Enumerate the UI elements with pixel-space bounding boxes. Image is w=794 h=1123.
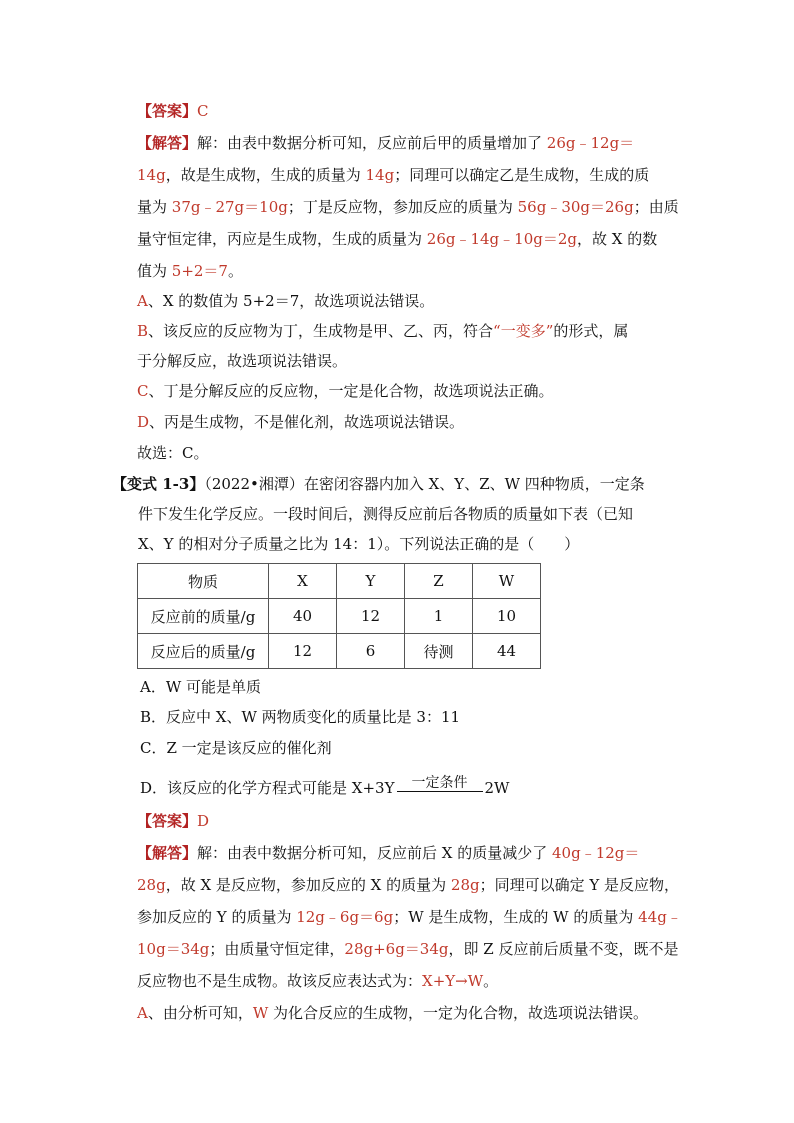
question-text: X、Y 的相对分子质量之比为 14：1）。下列说法正确的是（ ）: [138, 535, 580, 553]
option2-a: [137, 1002, 648, 1024]
option-letter: D: [137, 413, 150, 431]
highlight: X+Y→W: [422, 972, 484, 990]
solution1-line-3: [137, 196, 679, 218]
text: ；W 是生成物，生成的 W 的质量为: [393, 908, 639, 926]
question-label: 【变式 1-3】: [112, 475, 205, 493]
solution1-line-4: [137, 228, 657, 250]
table-cell: 物质: [138, 564, 269, 599]
option-letter: C: [137, 382, 149, 400]
text: 量守恒定律，丙应是生成物，生成的质量为: [137, 230, 427, 248]
text: 反应物也不是生成物。故该反应表达式为：: [137, 972, 423, 990]
choice-text: D．该反应的化学方程式可能是 X+3Y: [140, 779, 395, 797]
option-c: [137, 380, 554, 402]
text: ；丁是反应物，参加反应的质量为: [287, 198, 518, 216]
solution1-line-2: [137, 164, 649, 186]
text: ，故 X 是反应物，参加反应的 X 的质量为: [165, 876, 451, 894]
question-text: 件下发生化学反应。一段时间后，测得反应前后各物质的质量如下表（已知: [138, 505, 634, 523]
highlight: 14g: [137, 166, 166, 184]
choice-a: [140, 676, 261, 698]
solution2-line-5: [137, 970, 498, 992]
highlight: 14g: [365, 166, 395, 184]
solution2-line-3: [137, 906, 682, 928]
highlight: 28g: [137, 876, 166, 894]
solution2-line-2: [137, 874, 679, 896]
option-text: 、丙是生成物，不是催化剂，故选项说法错误。: [149, 413, 465, 431]
question-line-3: [138, 533, 579, 555]
final-answer: [137, 442, 208, 464]
text: ；由质量守恒定律，: [209, 940, 345, 958]
choice-text: 2W: [484, 779, 510, 797]
option-text: 于分解反应，故选项说法错误。: [137, 352, 348, 370]
answer-label: 【答案】: [137, 102, 198, 120]
option-text: 、该反应的反应物为丁，生成物是甲、乙、丙，符合: [148, 322, 494, 340]
table-row: [138, 599, 541, 634]
choice-b: [140, 706, 460, 728]
option-text: 、由分析可知，: [147, 1004, 253, 1022]
answer-label: 【答案】: [137, 812, 198, 830]
table-cell: 40: [269, 599, 337, 634]
text: ，故是生成物，生成的质量为: [165, 166, 366, 184]
text: ，即 Z 反应前后质量不变，既不是: [448, 940, 679, 958]
option-d: [137, 411, 464, 433]
highlight: 28g+6g＝34g: [344, 940, 449, 958]
highlight: 26g﹣14g﹣10g＝2g: [426, 230, 577, 248]
highlight: 26g﹣12g＝: [546, 134, 635, 152]
highlight: “一变多”: [493, 322, 554, 340]
solution-label: 【解答】: [137, 844, 198, 862]
mass-table: [137, 563, 541, 669]
option-text: 为化合反应的生成物，一定为化合物，故选项说法错误。: [268, 1004, 649, 1022]
question-line-2: [138, 503, 633, 525]
highlight: 28g: [450, 876, 480, 894]
text: 量为: [137, 198, 172, 216]
table-cell: 反应后的质量/g: [138, 634, 269, 669]
text: 参加反应的 Y 的质量为: [137, 908, 297, 926]
table-cell: 1: [405, 599, 473, 634]
text: 解：由表中数据分析可知，反应前后 X 的质量减少了: [197, 844, 553, 862]
table-cell: 待测: [405, 634, 473, 669]
choice-text: A．W 可能是单质: [140, 678, 262, 696]
option-letter: A: [137, 1004, 148, 1022]
answer-value: C: [197, 102, 209, 120]
option-b-cont: [137, 350, 347, 372]
highlight: 10g＝34g: [137, 940, 210, 958]
option-text: 、丁是分解反应的反应物，一定是化合物，故选项说法正确。: [148, 382, 554, 400]
highlight: 44g﹣: [638, 908, 682, 926]
table-cell: 12: [337, 599, 405, 634]
text: 解：由表中数据分析可知，反应前后甲的质量增加了: [197, 134, 547, 152]
option-letter: A: [137, 292, 148, 310]
solution2-line-1: [137, 842, 639, 864]
table-cell: 44: [473, 634, 541, 669]
table-cell: Z: [405, 564, 473, 599]
solution1-line-5: [137, 260, 243, 282]
solution1-line-1: [137, 132, 634, 154]
highlight: 56g﹣30g＝26g: [517, 198, 634, 216]
table-cell: 10: [473, 599, 541, 634]
text: 。: [483, 972, 499, 990]
text: 。: [227, 262, 243, 280]
answer-line-1: [137, 100, 209, 122]
choice-c: [140, 737, 332, 759]
text: ；同理可以确定乙是生成物，生成的质: [394, 166, 650, 184]
reaction-condition: 一定条件: [397, 775, 483, 792]
question-line-1: [112, 473, 645, 495]
highlight: 5+2＝7: [171, 262, 228, 280]
table-cell: Y: [337, 564, 405, 599]
choice-text: C．Z 一定是该反应的催化剂: [140, 739, 332, 757]
table-cell: 反应前的质量/g: [138, 599, 269, 634]
option-text: 的形式，属: [553, 322, 629, 340]
text: ，故 X 的数: [577, 230, 658, 248]
table-cell: 6: [337, 634, 405, 669]
choice-d: [140, 777, 509, 799]
table-cell: X: [269, 564, 337, 599]
text: ；由质: [633, 198, 679, 216]
table-cell: 12: [269, 634, 337, 669]
highlight: 12g﹣6g＝6g: [296, 908, 394, 926]
table-header-row: [138, 564, 541, 599]
highlight: 40g﹣12g＝: [552, 844, 640, 862]
option-b: [137, 320, 628, 342]
answer-value: D: [197, 812, 210, 830]
text: 值为: [137, 262, 172, 280]
final-text: 故选：C。: [137, 444, 209, 462]
table-cell: W: [473, 564, 541, 599]
choice-text: B．反应中 X、W 两物质变化的质量比是 3：11: [140, 708, 461, 726]
highlight: 37g﹣27g＝10g: [171, 198, 288, 216]
option-a: [137, 290, 434, 312]
option-letter: B: [137, 322, 149, 340]
text: ；同理可以确定 Y 是反应物，: [479, 876, 680, 894]
solution-label: 【解答】: [137, 134, 198, 152]
question-text: （2022•湘潭）在密闭容器内加入 X、Y、Z、W 四种物质，一定条: [204, 475, 645, 493]
option-text: 、X 的数值为 5+2＝7，故选项说法错误。: [147, 292, 435, 310]
highlight: W: [252, 1004, 269, 1022]
solution2-line-4: [137, 938, 678, 960]
table-row: [138, 634, 541, 669]
answer-line-2: [137, 810, 209, 832]
